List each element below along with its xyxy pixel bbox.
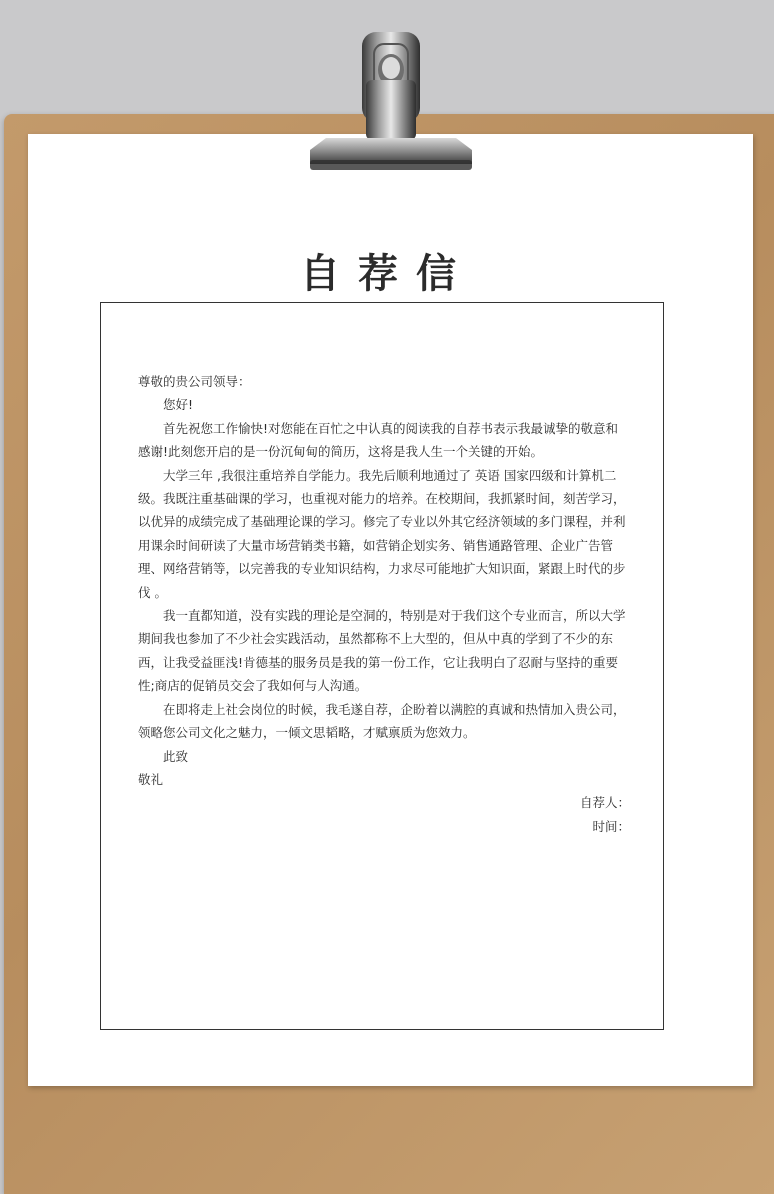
closing-line-1: 此致 [163,748,189,764]
letter-body [138,370,630,838]
paragraph-3: 我一直都知道，没有实践的理论是空洞的，特别是对于我们这个专业而言，所以大学期间我也参加了不少社会实践活动，虽然都称不上大型的，但从中真的学到了不少的东西，让我受益匪浅!肯德基的服务员是我的第一份工作，它让我明白了忍耐与坚持的重要性;商店的促销员交会了我如何与人沟通。 [138,608,626,694]
page-title: 自荐信 [300,251,474,297]
salutation: 尊敬的贵公司领导： [138,374,251,389]
closing-line-2: 敬礼 [138,771,164,787]
signature-label: 自荐人： [579,795,630,811]
paragraph-2: 大学三年 ,我很注重培养自学能力。我先后顺利地通过了 英语 国家四级和计算机二级。我既注重基础课的学习，也重视对能力的培养。在校期间，我抓紧时间，刻苦学习，以优异的成绩完成了基础理论课的学习。修完了专业以外其它经济领域的多门课程，并利用课余时间研读了大量市场营销类书籍，如营销企划实务、销售通路管理、企业广告管理、网络营销等，以完善我的专业知识结构，力求尽可能地扩大知识面，紧跟上时代的步伐 。 [138,467,626,600]
date-label: 时间： [592,818,630,834]
paragraph-1: 首先祝您工作愉快!对您能在百忙之中认真的阅读我的自荐书表示我最诚挚的敬意和感谢!此刻您开启的是一份沉甸甸的简历，这将是我人生一个关键的开始。 [138,420,619,460]
greeting: 您好! [163,397,194,413]
binder-clip-icon [300,22,480,182]
paragraph-4: 在即将走上社会岗位的时候，我毛遂自荐，企盼着以满腔的真诚和热情加入贵公司，领略您公司文化之魅力，一倾文思韬略，才赋禀质为您效力。 [138,701,626,741]
